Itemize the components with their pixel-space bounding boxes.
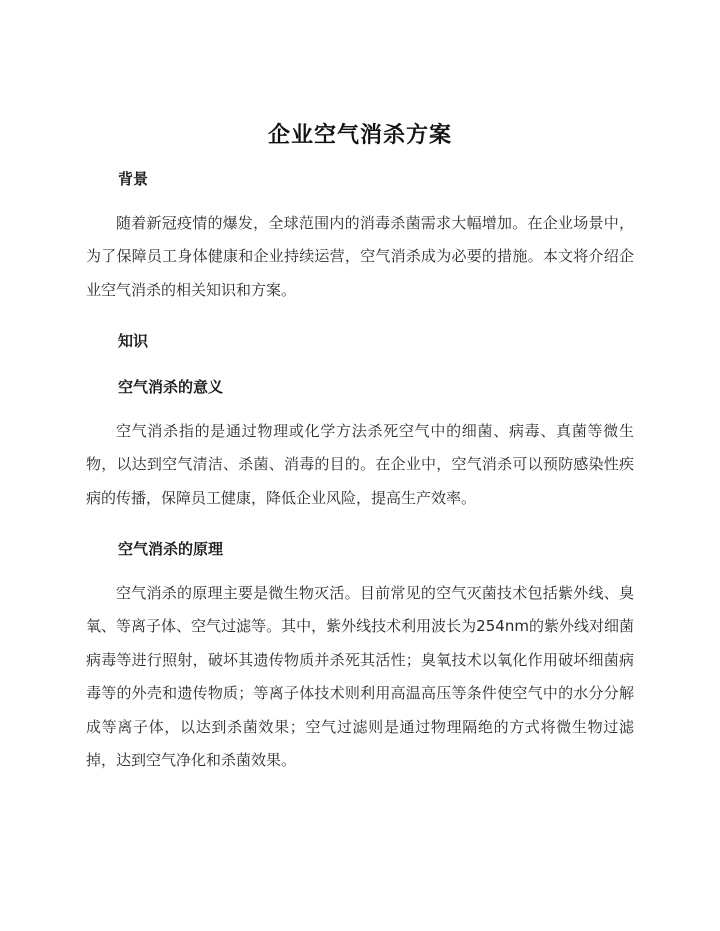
document-title: 企业空气消杀方案 — [267, 123, 452, 148]
section-heading-significance: 空气消杀的意义 — [118, 378, 224, 396]
section-heading-principle: 空气消杀的原理 — [118, 540, 224, 558]
section-heading-knowledge: 知识 — [118, 332, 149, 350]
section-heading-background: 背景 — [118, 170, 149, 188]
paragraph-background: 随着新冠疫情的爆发，全球范围内的消毒杀菌需求大幅增加。在企业场景中，为了保障员工身体健康和企业持续运营，空气消杀成为必要的措施。本文将介绍企业空气消杀的相关知识和方案。 — [86, 214, 634, 299]
paragraph-significance: 空气消杀指的是通过物理或化学方法杀死空气中的细菌、病毒、真菌等微生物，以达到空气清洁、杀菌、消毒的目的。在企业中，空气消杀可以预防感染性疾病的传播，保障员工健康，降低企业风险，提高生产效率。 — [86, 422, 634, 507]
paragraph-principle: 空气消杀的原理主要是微生物灭活。目前常见的空气灭菌技术包括紫外线、臭氧、等离子体、空气过滤等。其中，紫外线技术利用波长为254nm的紫外线对细菌病毒等进行照射，破坏其遗传物质并杀死其活性；臭氧技术以氧化作用破坏细菌病毒等的外壳和遗传物质；等离子体技术则利用高温高压等条件使空气中的水分分解成等离子体，以达到杀菌效果；空气过滤则是通过物理隔绝的方式将微生物过滤掉，达到空气净化和杀菌效果。 — [86, 584, 634, 770]
